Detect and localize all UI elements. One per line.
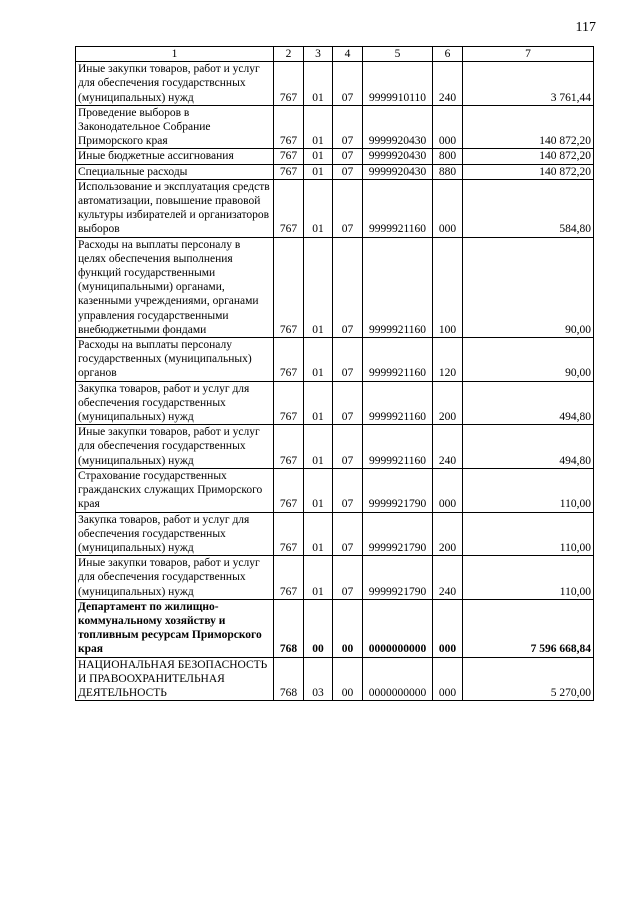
row-section: 01 (304, 149, 333, 164)
row-amount: 494,80 (463, 425, 594, 469)
table-body (76, 47, 594, 701)
row-target-article: 9999921160 (363, 338, 433, 382)
row-name: Проведение выборов в Законодательное Собрание Приморского края (76, 105, 274, 149)
row-amount: 140 872,20 (463, 149, 594, 164)
row-amount: 110,00 (463, 468, 594, 512)
table-row (76, 425, 594, 469)
row-subsection: 07 (333, 512, 363, 556)
row-subsection: 00 (333, 599, 363, 657)
row-subsection: 07 (333, 425, 363, 469)
row-section: 01 (304, 338, 333, 382)
column-header-2: 2 (274, 47, 304, 62)
row-expense-type: 000 (433, 179, 463, 237)
row-target-article: 9999921790 (363, 556, 433, 600)
row-subsection: 07 (333, 164, 363, 179)
row-subsection: 07 (333, 149, 363, 164)
row-expense-type: 000 (433, 468, 463, 512)
row-subsection: 07 (333, 338, 363, 382)
row-expense-type: 000 (433, 105, 463, 149)
row-expense-type: 800 (433, 149, 463, 164)
row-target-article: 9999921160 (363, 425, 433, 469)
row-expense-type: 240 (433, 62, 463, 106)
row-section: 03 (304, 657, 333, 701)
table-header-row (76, 47, 594, 62)
row-section: 01 (304, 164, 333, 179)
row-amount: 5 270,00 (463, 657, 594, 701)
row-amount: 140 872,20 (463, 164, 594, 179)
row-amount: 140 872,20 (463, 105, 594, 149)
table-row (76, 381, 594, 425)
row-section: 01 (304, 381, 333, 425)
table-row (76, 62, 594, 106)
row-name: Департамент по жилищно-коммунальному хозяйству и топливным ресурсам Приморского края (76, 599, 274, 657)
row-target-article: 9999920430 (363, 164, 433, 179)
row-name: Страхование государственных гражданских служащих Приморского края (76, 468, 274, 512)
row-ministry-code: 767 (274, 556, 304, 600)
row-subsection: 07 (333, 237, 363, 337)
row-name: НАЦИОНАЛЬНАЯ БЕЗОПАСНОСТЬ И ПРАВООХРАНИТЕЛЬНАЯ ДЕЯТЕЛЬНОСТЬ (76, 657, 274, 701)
row-name: Закупка товаров, работ и услуг для обеспечения государственных (муниципальных) нужд (76, 512, 274, 556)
row-target-article: 9999920430 (363, 149, 433, 164)
row-amount: 494,80 (463, 381, 594, 425)
row-name: Иные закупки товаров, работ и услуг для обеспечения государственных (муниципальных) нужд (76, 425, 274, 469)
table-row (76, 556, 594, 600)
column-header-5: 5 (363, 47, 433, 62)
row-subsection: 07 (333, 381, 363, 425)
row-name: Расходы на выплаты персоналу государственных (муниципальных) органов (76, 338, 274, 382)
table-row (76, 179, 594, 237)
row-ministry-code: 767 (274, 512, 304, 556)
page-number: 117 (575, 20, 596, 35)
row-expense-type: 880 (433, 164, 463, 179)
row-expense-type: 000 (433, 657, 463, 701)
table-row (76, 149, 594, 164)
column-header-1: 1 (76, 47, 274, 62)
table-row (76, 468, 594, 512)
row-subsection: 00 (333, 657, 363, 701)
row-ministry-code: 767 (274, 149, 304, 164)
table-row (76, 105, 594, 149)
row-ministry-code: 767 (274, 105, 304, 149)
table-row (76, 599, 594, 657)
row-amount: 7 596 668,84 (463, 599, 594, 657)
column-header-7: 7 (463, 47, 594, 62)
row-name: Иные закупки товаров, работ и услуг для обеспечения государственных (муниципальных) нужд (76, 556, 274, 600)
row-target-article: 9999921790 (363, 468, 433, 512)
row-target-article: 9999921160 (363, 237, 433, 337)
row-expense-type: 000 (433, 599, 463, 657)
row-expense-type: 120 (433, 338, 463, 382)
row-target-article: 0000000000 (363, 599, 433, 657)
row-section: 00 (304, 599, 333, 657)
row-amount: 110,00 (463, 512, 594, 556)
row-expense-type: 240 (433, 425, 463, 469)
row-ministry-code: 767 (274, 425, 304, 469)
row-section: 01 (304, 237, 333, 337)
row-target-article: 9999920430 (363, 105, 433, 149)
column-header-3: 3 (304, 47, 333, 62)
row-name: Иные закупки товаров, работ и услуг для обеспечения государствснных (муниципальных) нужд (76, 62, 274, 106)
budget-table (75, 46, 594, 701)
row-target-article: 0000000000 (363, 657, 433, 701)
row-ministry-code: 768 (274, 657, 304, 701)
table-row (76, 338, 594, 382)
row-amount: 3 761,44 (463, 62, 594, 106)
row-target-article: 9999921160 (363, 381, 433, 425)
row-target-article: 9999910110 (363, 62, 433, 106)
row-subsection: 07 (333, 468, 363, 512)
row-section: 01 (304, 468, 333, 512)
row-expense-type: 240 (433, 556, 463, 600)
column-header-6: 6 (433, 47, 463, 62)
row-section: 01 (304, 425, 333, 469)
row-subsection: 07 (333, 62, 363, 106)
row-ministry-code: 767 (274, 338, 304, 382)
row-ministry-code: 768 (274, 599, 304, 657)
row-ministry-code: 767 (274, 62, 304, 106)
column-header-4: 4 (333, 47, 363, 62)
row-amount: 110,00 (463, 556, 594, 600)
row-ministry-code: 767 (274, 164, 304, 179)
row-expense-type: 100 (433, 237, 463, 337)
row-name: Расходы на выплаты персоналу в целях обеспечения выполнения функций государственными (муниципальными) органами, казенными учреждениями, органами управления государственными внебюджетными фондами (76, 237, 274, 337)
row-ministry-code: 767 (274, 381, 304, 425)
row-name: Закупка товаров, работ и услуг для обеспечения государственных (муниципальных) нужд (76, 381, 274, 425)
row-ministry-code: 767 (274, 179, 304, 237)
row-subsection: 07 (333, 105, 363, 149)
row-expense-type: 200 (433, 381, 463, 425)
row-name: Иные бюджетные ассигнования (76, 149, 274, 164)
table-row (76, 164, 594, 179)
row-target-article: 9999921160 (363, 179, 433, 237)
row-amount: 90,00 (463, 338, 594, 382)
row-name: Специальные расходы (76, 164, 274, 179)
row-section: 01 (304, 105, 333, 149)
table-row (76, 237, 594, 337)
row-target-article: 9999921790 (363, 512, 433, 556)
row-section: 01 (304, 62, 333, 106)
row-amount: 90,00 (463, 237, 594, 337)
row-section: 01 (304, 512, 333, 556)
row-subsection: 07 (333, 179, 363, 237)
row-expense-type: 200 (433, 512, 463, 556)
row-subsection: 07 (333, 556, 363, 600)
row-section: 01 (304, 179, 333, 237)
row-section: 01 (304, 556, 333, 600)
row-amount: 584,80 (463, 179, 594, 237)
table-row (76, 657, 594, 701)
row-ministry-code: 767 (274, 237, 304, 337)
table-row (76, 512, 594, 556)
row-name: Использование и эксплуатация средств автоматизации, повышение правовой культуры избирателей и организаторов выборов (76, 179, 274, 237)
row-ministry-code: 767 (274, 468, 304, 512)
